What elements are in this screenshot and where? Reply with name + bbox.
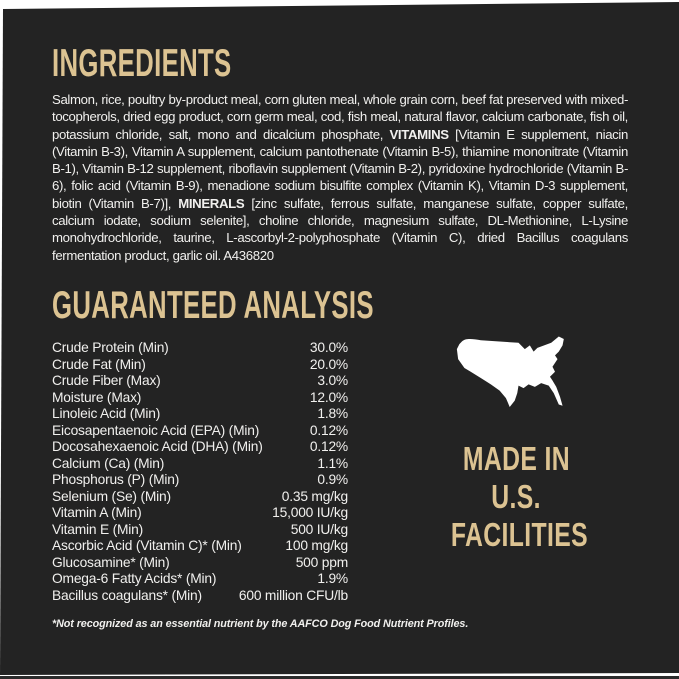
nutrient-label: Omega-6 Fatty Acids* (Min) — [52, 571, 217, 586]
nutrient-value: 12.0% — [309, 389, 348, 405]
made-in-us-badge — [428, 330, 604, 554]
nutrient-value: 0.12% — [309, 422, 348, 438]
ingredient-group-label: VITAMINS — [389, 126, 449, 142]
nutrient-label: Moisture (Max) — [52, 389, 142, 405]
ingredient-group-label: MINERALS — [178, 195, 245, 211]
analysis-row — [52, 522, 348, 539]
nutrient-value: 100 mg/kg — [285, 538, 348, 553]
facilities-line — [428, 516, 604, 554]
nutrient-value: 600 million CFU/lb — [238, 587, 348, 603]
nutrient-label: Glucosamine* (Min) — [52, 554, 170, 570]
analysis-row — [52, 390, 348, 407]
analysis-row — [52, 423, 348, 440]
analysis-row — [52, 505, 348, 522]
guaranteed-analysis-title — [52, 286, 540, 325]
nutrient-label: Eicosapentaenoic Acid (EPA) (Min) — [52, 422, 260, 438]
nutrient-label: Selenium (Se) (Min) — [52, 488, 171, 504]
nutrient-value: 0.9% — [317, 472, 348, 487]
analysis-row — [52, 373, 348, 390]
usa-map-icon — [453, 334, 579, 412]
nutrient-value: 500 ppm — [295, 554, 348, 570]
nutrient-label: Phosphorus (P) (Min) — [52, 472, 180, 487]
us-line-text: U.S. — [491, 478, 541, 515]
analysis-row — [52, 588, 348, 605]
nutrient-label: Vitamin E (Min) — [52, 521, 144, 537]
nutrient-value: 1.1% — [317, 455, 348, 471]
analysis-row — [52, 489, 348, 506]
aafco-footnote: *Not recognized as an essential nutrient by the AAFCO Dog Food Nutrient Profiles. — [52, 618, 469, 630]
analysis-row — [52, 406, 348, 423]
analysis-row — [52, 340, 348, 357]
nutrient-label: Crude Fat (Min) — [52, 356, 146, 372]
nutrient-value: 500 IU/kg — [290, 521, 348, 537]
nutrient-label: Linoleic Acid (Min) — [52, 406, 161, 421]
ingredients-text — [52, 91, 628, 264]
ingredient-text-segment: [zinc sulfate, ferrous sulfate, manganese sulfate, copper sulfate, calcium iodate, sodium selenite], choline chloride, magnesium sulfate, DL-Methionine, L-Lysine monohydrochloride, taurine, L-ascorbyl-2-polyphosphate (Vitamin C), dried Bacillus coagulans fermentation product, garlic oil. A436820 — [52, 195, 628, 263]
nutrient-label: Ascorbic Acid (Vitamin C)* (Min) — [52, 538, 242, 553]
nutrient-label: Vitamin A (Min) — [52, 505, 142, 520]
nutrient-value: 30.0% — [309, 340, 348, 355]
made-in-us-text — [428, 440, 604, 554]
nutrient-label: Bacillus coagulans* (Min) — [52, 587, 202, 603]
us-line — [428, 478, 604, 516]
analysis-row — [52, 538, 348, 555]
nutrient-value: 3.0% — [317, 373, 348, 388]
nutrient-value: 1.8% — [317, 406, 348, 421]
made-in-line-text: MADE IN — [462, 440, 570, 477]
nutrient-value: 0.12% — [309, 439, 348, 454]
guaranteed-analysis-title-text: GUARANTEED ANALYSIS — [52, 284, 374, 327]
analysis-row — [52, 456, 348, 473]
ingredient-text-segment: Salmon, rice, poultry by-product meal, corn gluten meal, whole grain corn, beef fat preserved with mixed-tocopherols, dried egg product, corn germ meal, cod, fish meal, natural flavor, calcium carbonate, fish oil, potassium chloride, salt, mono and dicalcium phosphate, — [52, 92, 628, 142]
nutrient-label: Docosahexaenoic Acid (DHA) (Min) — [52, 439, 263, 454]
ingredient-text-segment: [Vitamin E supplement, niacin (Vitamin B-3), Vitamin A supplement, calcium pantothenate (Vitamin B-5), thiamine mononitrate (Vitamin B-1), Vitamin B-12 supplement, riboflavin supplement (Vitamin B-2), pyridoxine hydrochloride (Vitamin B-6), folic acid (Vitamin B-9), menadione sodium bisulfite complex (Vitamin K), Vitamin D-3 supplement, biotin (Vitamin B-7)], — [52, 126, 628, 211]
nutrient-value: 1.9% — [317, 571, 348, 586]
nutrient-value: 0.35 mg/kg — [281, 488, 348, 504]
facilities-line-text: FACILITIES — [450, 516, 588, 553]
ingredients-title — [52, 44, 324, 83]
nutrient-label: Calcium (Ca) (Min) — [52, 455, 165, 471]
guaranteed-analysis-table — [52, 340, 348, 604]
nutrient-value: 15,000 IU/kg — [272, 505, 348, 520]
analysis-row — [52, 555, 348, 572]
nutrient-label: Crude Protein (Min) — [52, 340, 169, 355]
made-in-line — [428, 440, 604, 478]
analysis-row — [52, 571, 348, 588]
nutrient-label: Crude Fiber (Max) — [52, 373, 161, 388]
nutrient-value: 20.0% — [309, 356, 348, 372]
analysis-row — [52, 357, 348, 374]
analysis-row — [52, 439, 348, 456]
analysis-row — [52, 472, 348, 489]
ingredients-title-text: INGREDIENTS — [52, 42, 232, 85]
